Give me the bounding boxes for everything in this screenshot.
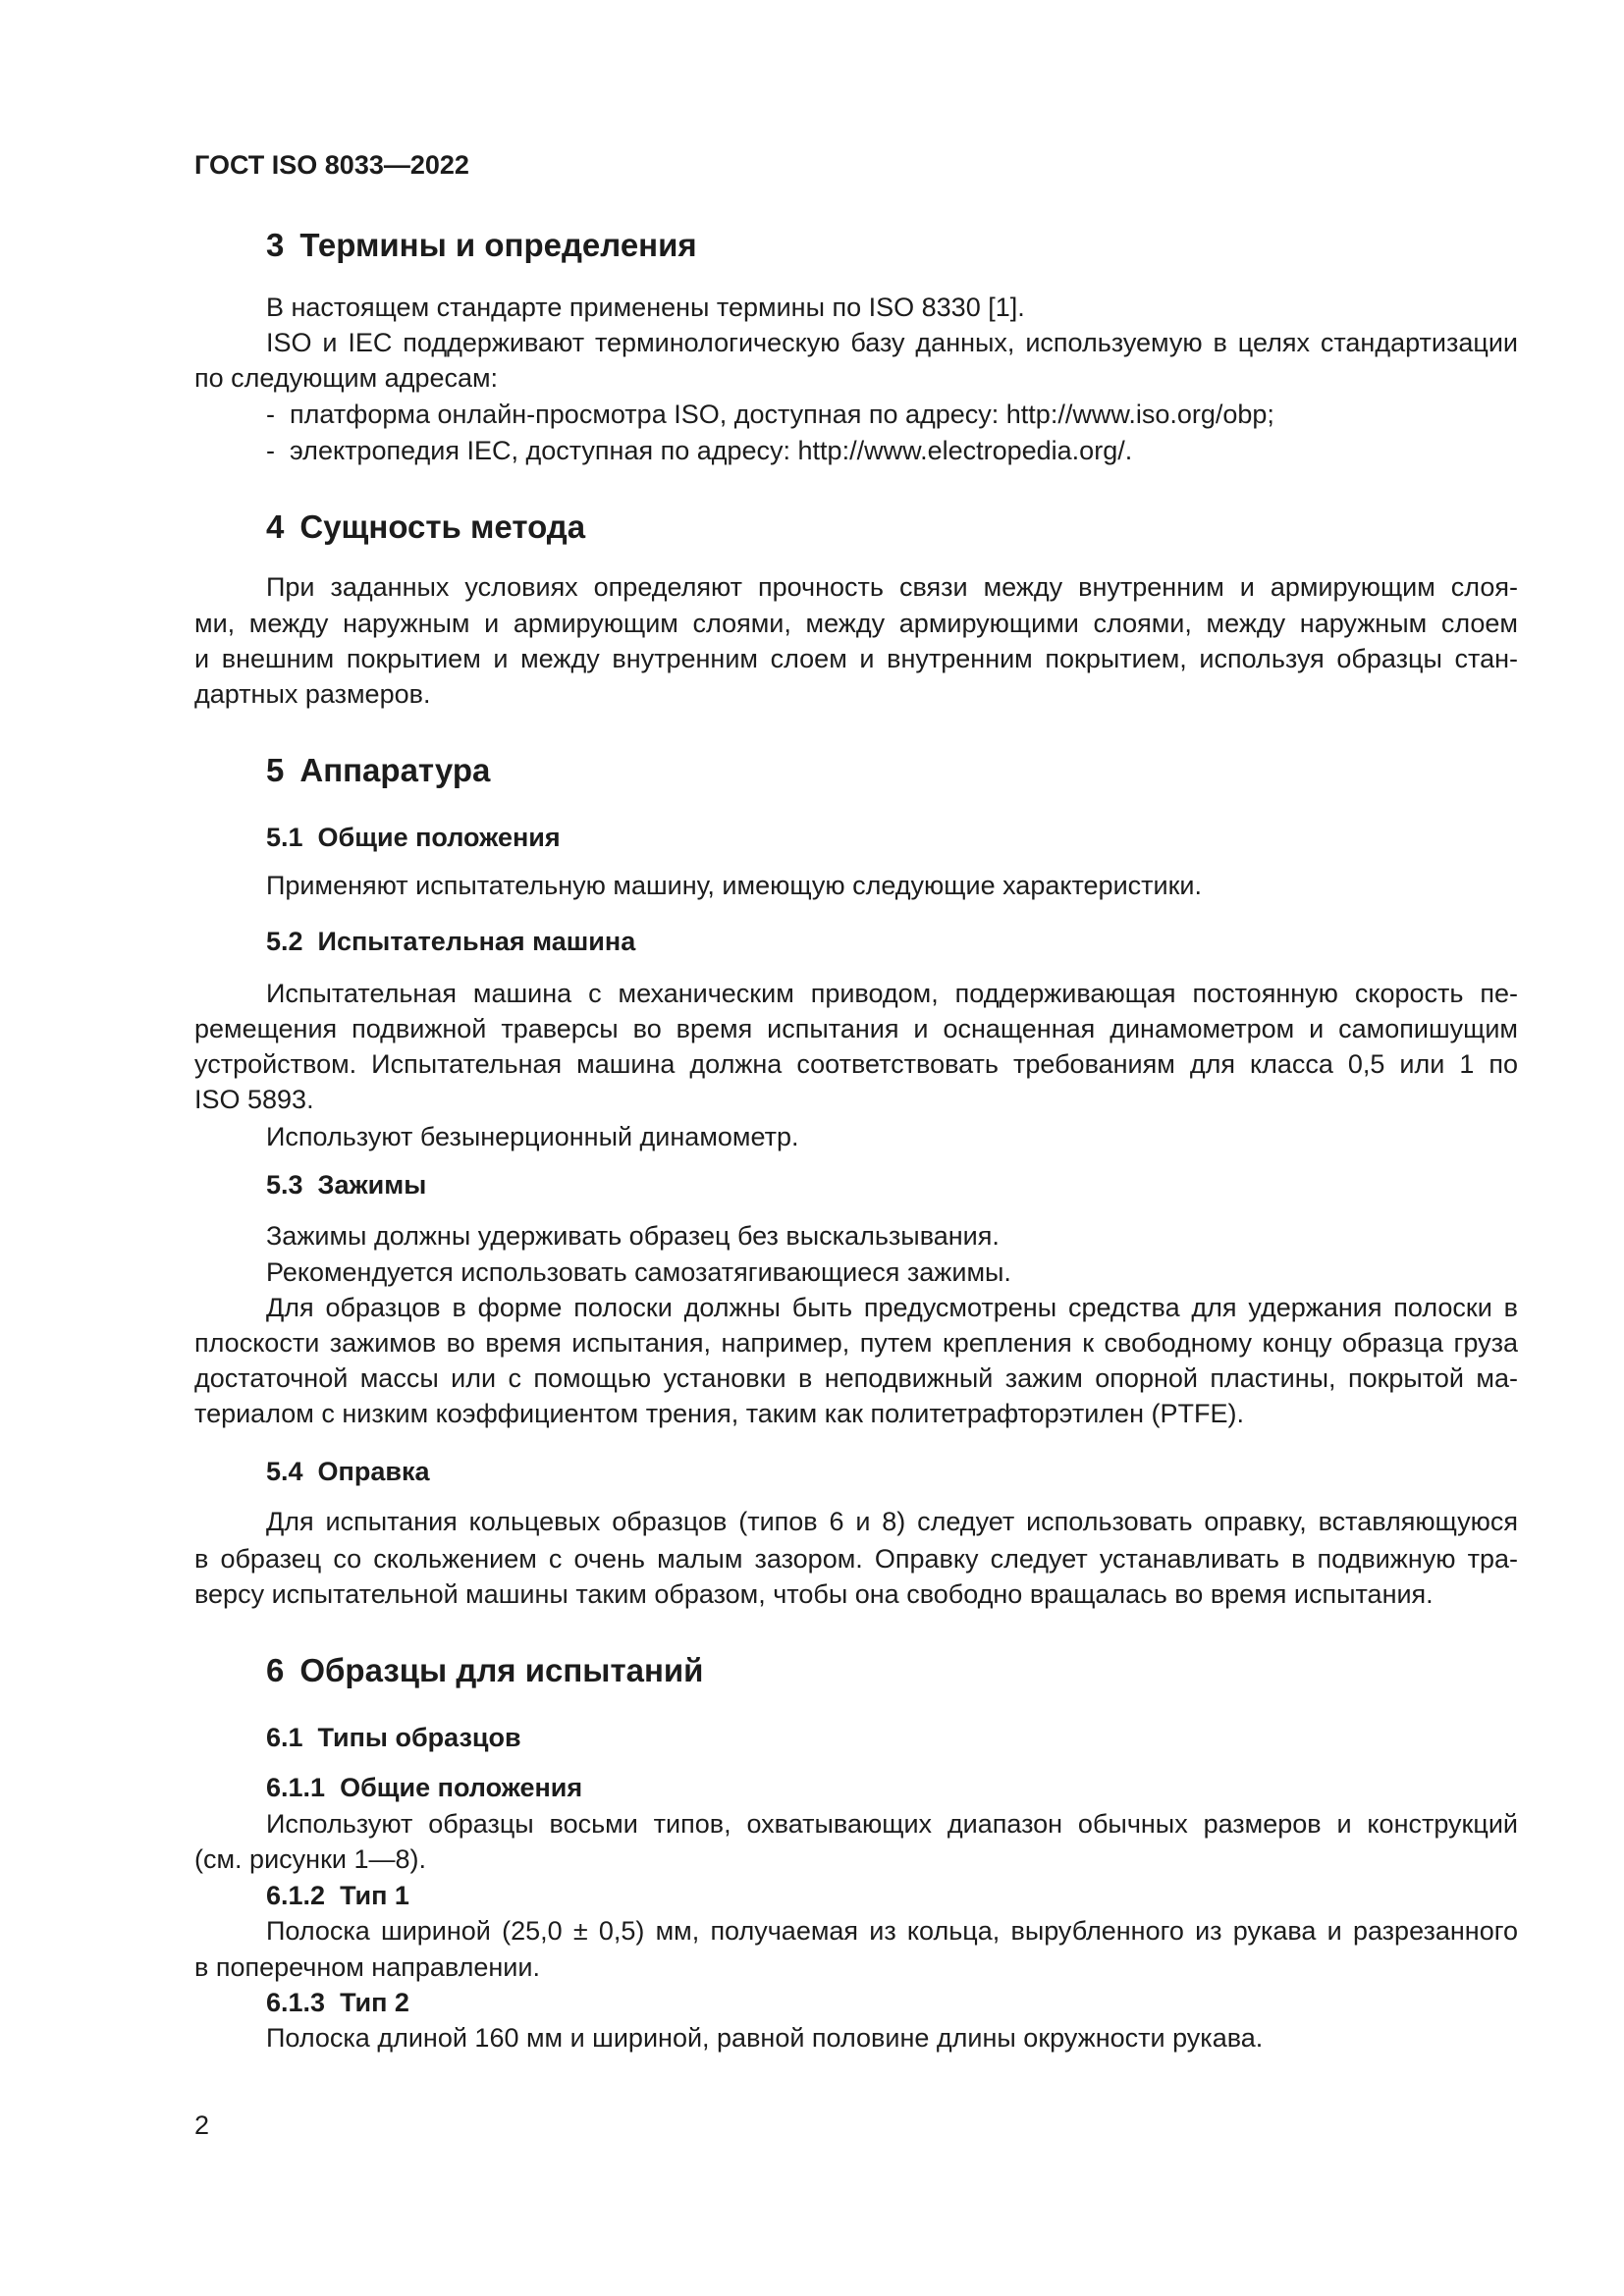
subsection-title: Общие положения (317, 823, 561, 852)
paragraph-line: Полоска шириной (25,0 ± 0,5) мм, получаемая из кольца, вырубленного из рукава и разрезанного (266, 1916, 1518, 1946)
list-item-text: платформа онлайн-просмотра ISO, доступная по адресу: http://www.iso.org/obp; (290, 400, 1274, 429)
paragraph-line: в поперечном направлении. (194, 1952, 540, 1982)
page-number: 2 (194, 2110, 210, 2140)
paragraph-line: Используют образцы восьми типов, охватывающих диапазон обычных размеров и конструкций (266, 1809, 1518, 1839)
section-title: Аппаратура (299, 752, 491, 788)
paragraph-line: Испытательная машина с механическим приводом, поддерживающая постоянную скорость пе- (266, 979, 1518, 1008)
paragraph-line: Используют безынерционный динамометр. (266, 1122, 799, 1151)
section-number: 3 (266, 227, 285, 263)
subsection-title: Тип 1 (340, 1881, 409, 1910)
list-marker: - (266, 436, 275, 465)
subsection-number: 6.1.1 (266, 1773, 326, 1802)
subsection-number: 5.4 (266, 1457, 303, 1486)
subsection-title: Типы образцов (317, 1723, 521, 1752)
subsection-6-1-2-heading (266, 1878, 409, 1913)
subsection-number: 5.3 (266, 1170, 303, 1200)
paragraph-line: ISO 5893. (194, 1085, 314, 1114)
paragraph-line: Полоска длиной 160 мм и шириной, равной половине длины окружности рукава. (266, 2023, 1264, 2053)
paragraph-line: Применяют испытательную машину, имеющую следующие характеристики. (266, 871, 1202, 900)
paragraph-line: по следующим адресам: (194, 363, 499, 393)
subsection-5-2-heading (266, 924, 635, 959)
subsection-6-1-3-heading (266, 1985, 409, 2020)
paragraph-line: ми, между наружным и армирующим слоями, между армирующими слоями, между наружным слоем (194, 609, 1518, 638)
subsection-number: 5.1 (266, 823, 303, 852)
paragraph-line: Для испытания кольцевых образцов (типов 6 и 8) следует использовать оправку, вставляющуюся (266, 1507, 1518, 1536)
paragraph-line: ISO и IEC поддерживают терминологическую базу данных, используемую в целях стандартизации (266, 328, 1518, 357)
subsection-6-1-heading (266, 1720, 521, 1755)
section-number: 6 (266, 1652, 285, 1688)
address-list-item (266, 397, 1274, 432)
section-number: 5 (266, 752, 285, 788)
subsection-number: 6.1.3 (266, 1988, 326, 2017)
section-title: Термины и определения (299, 227, 697, 263)
paragraph-line: в образец со скольжением с очень малым зазором. Оправку следует устанавливать в подвижную тра- (194, 1544, 1518, 1574)
paragraph-line: При заданных условиях определяют прочность связи между внутренним и армирующим слоя- (266, 572, 1518, 602)
paragraph-line: версу испытательной машины таким образом, чтобы она свободно вращалась во время испытания. (194, 1579, 1434, 1609)
paragraph-line: В настоящем стандарте применены термины по ISO 8330 [1]. (266, 293, 1025, 322)
subsection-number: 6.1 (266, 1723, 303, 1752)
paragraph-line: ремещения подвижной траверсы во время испытания и оснащенная динамометром и самопишущим (194, 1014, 1518, 1043)
subsection-title: Общие положения (340, 1773, 583, 1802)
subsection-title: Оправка (317, 1457, 430, 1486)
section-3-heading (266, 226, 697, 265)
subsection-title: Испытательная машина (317, 927, 636, 956)
paragraph-line: плоскости зажимов во время испытания, например, путем крепления к свободному концу образца груза (194, 1328, 1518, 1358)
subsection-title: Зажимы (317, 1170, 427, 1200)
subsection-5-1-heading (266, 820, 561, 855)
paragraph-line: Рекомендуется использовать самозатягивающиеся зажимы. (266, 1257, 1011, 1287)
section-5-heading (266, 751, 490, 790)
paragraph-line: дартных размеров. (194, 679, 431, 709)
paragraph-line: Для образцов в форме полоски должны быть предусмотрены средства для удержания полоски в (266, 1293, 1518, 1322)
subsection-number: 5.2 (266, 927, 303, 956)
section-title: Сущность метода (299, 508, 586, 545)
paragraph-line: Зажимы должны удерживать образец без выскальзывания. (266, 1221, 1000, 1251)
section-number: 4 (266, 508, 285, 545)
subsection-number: 6.1.2 (266, 1881, 326, 1910)
subsection-6-1-1-heading (266, 1770, 582, 1805)
section-title: Образцы для испытаний (299, 1652, 704, 1688)
section-4-heading (266, 507, 585, 547)
subsection-5-3-heading (266, 1167, 426, 1202)
section-6-heading (266, 1651, 703, 1690)
document-designation: ГОСТ ISO 8033—2022 (194, 150, 469, 180)
paragraph-line: устройством. Испытательная машина должна соответствовать требованиям для класса 0,5 или 1 по (194, 1049, 1518, 1079)
list-marker: - (266, 400, 275, 429)
paragraph-line: и внешним покрытием и между внутренним слоем и внутренним покрытием, используя образцы стан- (194, 644, 1518, 673)
list-item-text: электропедия IEC, доступная по адресу: http://www.electropedia.org/. (290, 436, 1133, 465)
subsection-title: Тип 2 (340, 1988, 409, 2017)
address-list-item (266, 433, 1132, 468)
paragraph-line: достаточной массы или с помощью установки в неподвижный зажим опорной пластины, покрытой ма- (194, 1363, 1518, 1393)
paragraph-line: териалом с низким коэффициентом трения, таким как политетрафторэтилен (PTFE). (194, 1399, 1244, 1428)
subsection-5-4-heading (266, 1454, 430, 1489)
paragraph-line: (см. рисунки 1—8). (194, 1844, 426, 1874)
